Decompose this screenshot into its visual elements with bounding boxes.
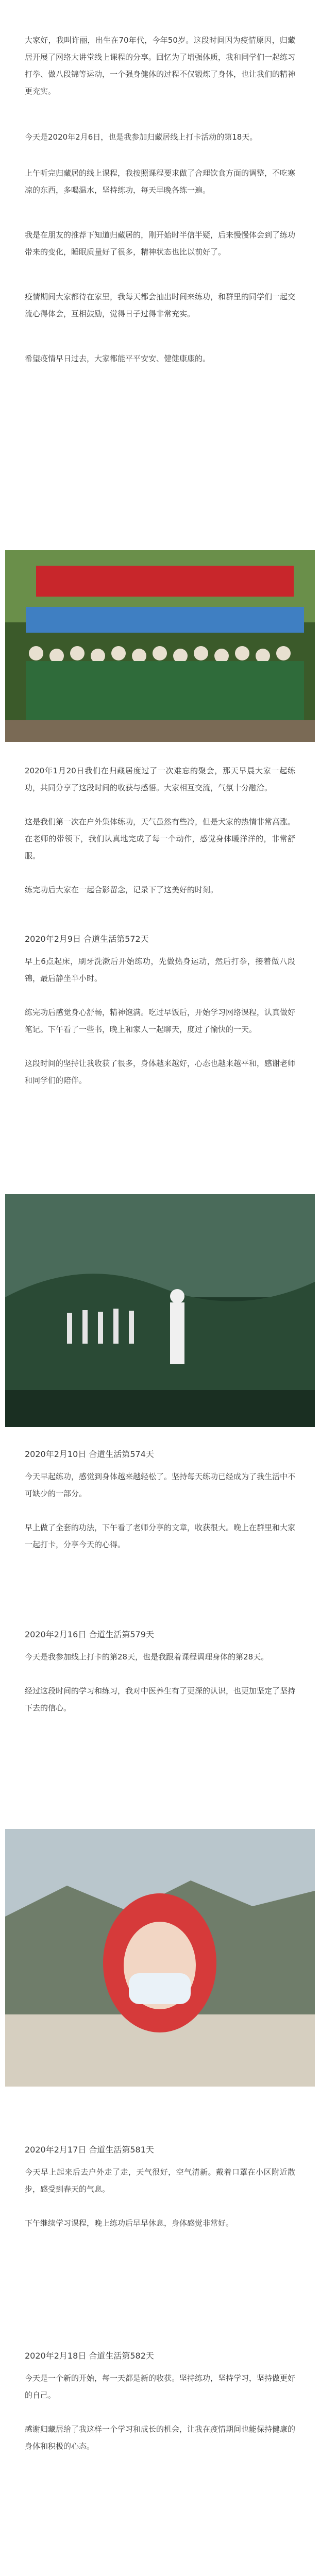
intro-paragraph-4: 我是在朋友的推荐下知道归藏居的，刚开始时半信半疑，后来慢慢体会到了练功带来的变化，睡眠质量好了很多，精神状态也比以前好了。: [25, 230, 296, 257]
selfie-photo: [5, 1829, 315, 2087]
section4-date: 2020年2月16日 合道生活第579天: [25, 1630, 154, 1639]
intro-paragraph-2: 今天是2020年2月6日，也是我参加归藏居线上打卡活动的第18天。: [25, 132, 258, 142]
section3-text: 今天早起练功，感觉到身体越来越轻松了。坚持每天练功已经成为了我生活中不可缺少的一部分。 早上做了全套的功法，下午看了老师分享的文章，收获很大。晚上在群里和大家一起打卡，分享今天的心得。: [25, 1472, 296, 1549]
section5-text: 今天早上起来后去户外走了走，天气很好，空气清新。戴着口罩在小区附近散步，感受到春天的气息。 下午继续学习课程，晚上练功后早早休息，身体感觉非常好。: [25, 2167, 295, 2228]
section5-date: 2020年2月17日 合道生活第581天: [25, 2145, 154, 2155]
section4-text: 今天是我参加线上打卡的第28天，也是我跟着课程调理身体的第28天。 经过这段时间的学习和练习，我对中医养生有了更深的认识，也更加坚定了坚持下去的信心。: [25, 1652, 296, 1713]
section2-text: 早上6点起床，刷牙洗漱后开始练功，先做热身运动，然后打拳，接着做八段锦，最后静坐半小时。 练完功后感觉身心舒畅，精神饱满。吃过早饭后，开始学习网络课程，认真做好笔记。下午看了一些书，晚上和家人一起聊天，度过了愉快的一天。 这段时间的坚持让我收获了很多，身体越来越好，心态也越来越平和，感谢老师和同学们的陪伴。: [25, 957, 296, 1085]
section2-date: 2020年2月9日 合道生活第572天: [25, 934, 149, 944]
intro-paragraph-5: 疫情期间大家都待在家里，我每天都会抽出时间来练功，和群里的同学们一起交流心得体会，互相鼓励，觉得日子过得非常充实。: [25, 292, 296, 318]
section3-date: 2020年2月10日 合道生活第574天: [25, 1449, 154, 1459]
section1-text: 2020年1月20日我们在归藏居度过了一次难忘的聚会，那天早晨大家一起练功，共同分享了这段时间的收获与感悟。大家相互交流，气氛十分融洽。 这是我们第一次在户外集体练功，天气虽然有些冷，但是大家的热情非常高涨。在老师的带领下，我们认真地完成了每一个动作，感觉身体暖洋洋的，非常舒服。 练完功后大家在一起合影留念，记录下了这美好的时刻。: [25, 766, 296, 894]
group-photo: [5, 550, 315, 742]
section6-text: 今天是一个新的开始，每一天都是新的收获。坚持练功，坚持学习，坚持做更好的自己。 感谢归藏居给了我这样一个学习和成长的机会，让我在疫情期间也能保持健康的身体和积极的心态。: [25, 2374, 296, 2451]
outdoor-exercise-photo: [5, 1194, 315, 1427]
section6-date: 2020年2月18日 合道生活第582天: [25, 2351, 154, 2361]
intro-paragraph-6: 希望疫情早日过去，大家都能平平安安、健健康康的。: [25, 354, 211, 363]
intro-paragraph-3: 上午听完归藏居的线上课程，我按照课程要求做了合理饮食方面的调整，不吃寒凉的东西，多喝温水，坚持练功，每天早晚各练一遍。: [25, 168, 296, 195]
intro-paragraph-1: 大家好，我叫许丽，出生在70年代，今年50岁。这段时间因为疫情原因，归藏居开展了网络大讲堂线上课程的分享。回忆为了增强体质，我和同学们一起练习打拳、做八段锦等运动，一个强身健体的过程不仅锻炼了身体，也让我们的精神更充实。: [25, 36, 296, 96]
